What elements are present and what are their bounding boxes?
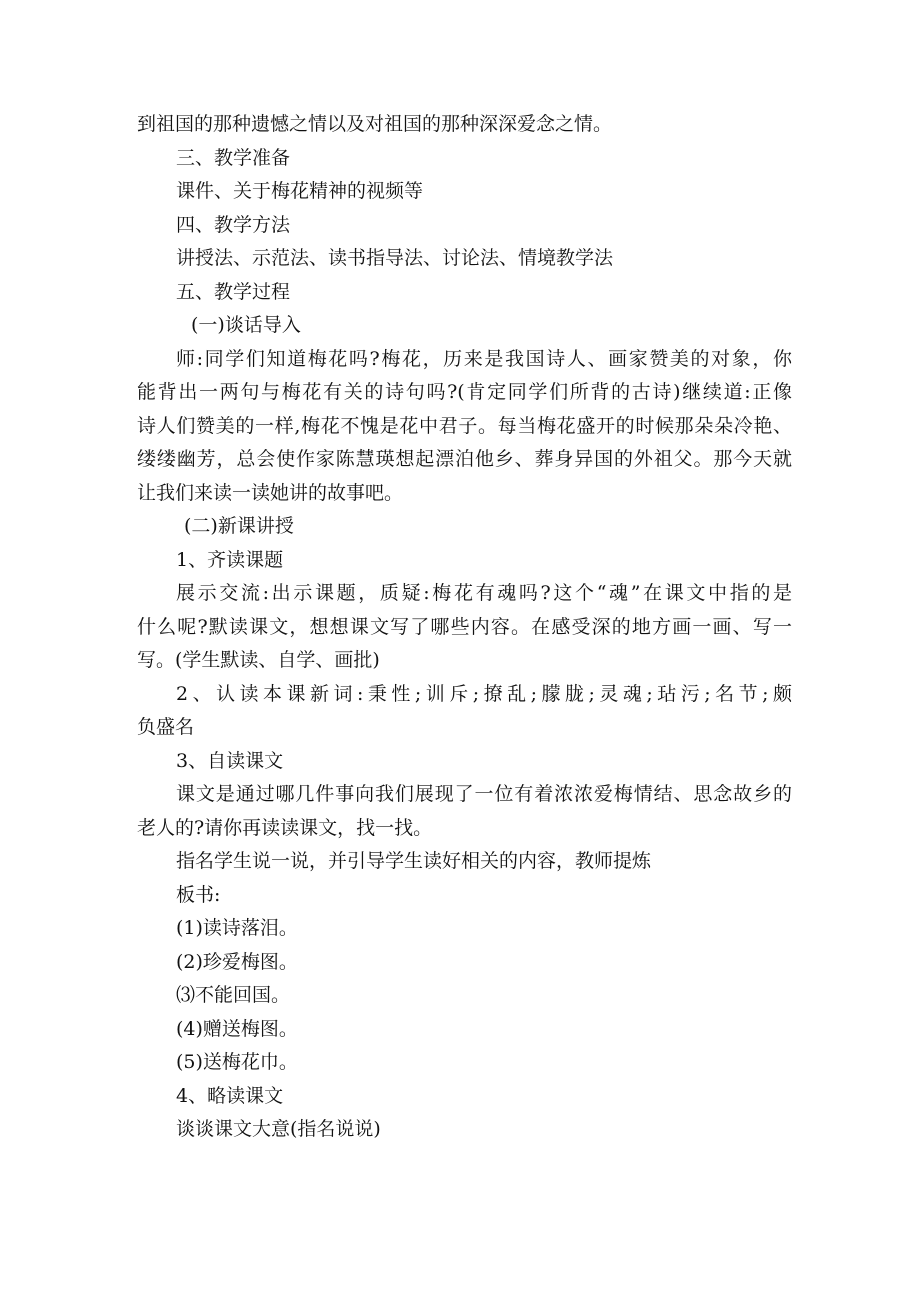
- text-line: 2、认读本课新词:秉性;训斥;撩乱;朦胧;灵魂;玷污;名节;颇: [176, 682, 792, 705]
- text-line: 师:同学们知道梅花吗?梅花，历来是我国诗人、画家赞美的对象，你: [176, 347, 792, 370]
- text-line: 老人的?请你再读读课文，找一找。: [137, 816, 433, 839]
- text-line: (1)读诗落泪。: [176, 917, 298, 939]
- text-line: ⑶不能回国。: [176, 984, 291, 1006]
- text-line: 指名学生说一说，并引导学生读好相关的内容，教师提炼: [176, 850, 652, 872]
- text-line: 展示交流:出示课题，质疑:梅花有魂吗?这个“魂”在课文中指的是: [176, 582, 792, 604]
- text-line: 四、教学方法: [176, 213, 291, 236]
- document-body: [137, 108, 792, 1147]
- text-line: 4、略读课文: [176, 1084, 284, 1107]
- text-line: 让我们来读一读她讲的故事吧。: [137, 481, 404, 504]
- text-line: 课文是通过哪几件事向我们展现了一位有着浓浓爱梅情结、思念故乡的: [176, 783, 792, 805]
- text-line: 1、齐读课题: [176, 548, 284, 571]
- text-line: 板书:: [176, 883, 221, 906]
- text-line: 到祖国的那种遗憾之情以及对祖国的那种深深爱念之情。: [137, 113, 613, 135]
- text-line: (二)新课讲授: [184, 515, 294, 537]
- text-line: 五、教学过程: [176, 280, 291, 303]
- text-line: (5)送梅花巾。: [176, 1051, 298, 1073]
- text-line: 三、教学准备: [176, 146, 291, 169]
- text-line: 谈谈课文大意(指名说说): [176, 1118, 381, 1140]
- text-line: 写。(学生默读、自学、画批): [137, 649, 380, 671]
- text-line: 3、自读课文: [176, 749, 284, 772]
- text-line: 课件、关于梅花精神的视频等: [176, 180, 424, 202]
- text-line: (一)谈话导入: [191, 314, 301, 336]
- text-line: 诗人们赞美的一样,梅花不愧是花中君子。每当梅花盛开的时候那朵朵冷艳、: [137, 414, 792, 437]
- text-line: (4)赠送梅图。: [176, 1017, 298, 1040]
- text-line: 缕缕幽芳，总会使作家陈慧瑛想起漂泊他乡、葬身异国的外祖父。那今天就: [137, 448, 792, 470]
- text-line: 讲授法、示范法、读书指导法、讨论法、情境教学法: [176, 247, 614, 269]
- text-line: (2)珍爱梅图。: [176, 950, 298, 973]
- text-line: 能背出一两句与梅花有关的诗句吗?(肯定同学们所背的古诗)继续道:正像: [137, 381, 792, 403]
- text-line: 什么呢?默读课文，想想课文写了哪些内容。在感受深的地方画一画、写一: [137, 615, 792, 638]
- text-line: 负盛名: [137, 716, 195, 738]
